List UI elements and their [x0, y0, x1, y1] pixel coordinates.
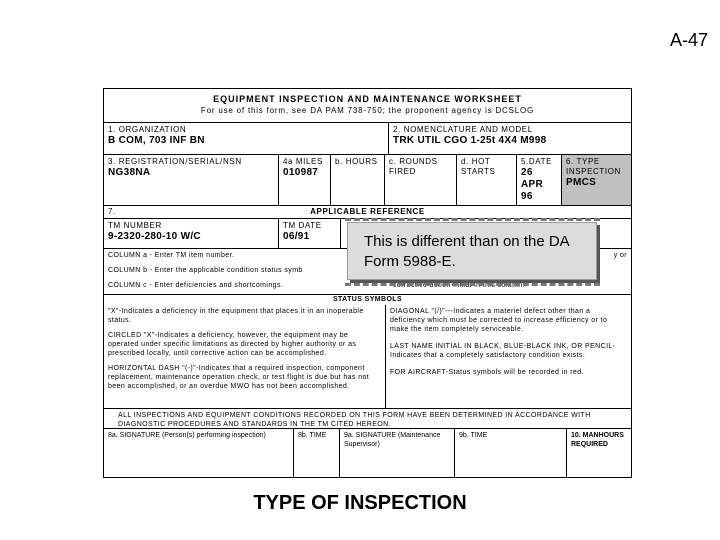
hours-label: b. HOURS	[335, 157, 378, 166]
manhours-label: 10. MANHOURS REQUIRED	[571, 432, 624, 448]
hot-starts-cell	[457, 155, 517, 205]
signature-supervisor-cell[interactable]	[340, 429, 455, 477]
status-symbols-header	[104, 295, 631, 305]
inspector-time-cell[interactable]	[294, 429, 340, 477]
miles-value: 010987	[283, 167, 319, 178]
organization-cell	[104, 123, 389, 154]
tm-number-cell	[104, 219, 279, 248]
type-inspection-value: PMCS	[566, 177, 597, 188]
supervisor-time-label: 9b. TIME	[459, 432, 488, 439]
tm-number-value: 9-2320-280-10 W/C	[108, 231, 201, 242]
slide-heading: TYPE OF INSPECTION	[253, 492, 467, 514]
date-cell	[517, 155, 562, 205]
determination-row	[104, 409, 631, 429]
status-diagonal: DIAGONAL "(/)"---Indicates a materiel defect other than a deficiency which must be corrected to increase efficiency or to make the item completely serviceable.	[390, 308, 608, 333]
inspector-time-label: 8b. TIME	[298, 432, 327, 439]
column-b-text: COLUMN b - Enter the applicable condition status symb	[108, 267, 303, 274]
form-subtitle: For use of this form, see DA PAM 738-750; the proponent agency is DCSLOG	[200, 106, 535, 115]
date-label: 5.DATE	[521, 157, 553, 166]
organization-value: B COM, 703 INF BN	[108, 135, 205, 146]
applicable-reference-title: APPLICABLE REFERENCE	[310, 207, 425, 216]
status-symbols-body	[104, 305, 631, 409]
date-value: 26 APR 96	[521, 167, 544, 202]
signature-supervisor-label: 9a. SIGNATURE (Maintenance Supervisor)	[344, 432, 441, 448]
manhours-cell[interactable]	[567, 429, 631, 477]
tm-date-label: TM DATE	[283, 221, 322, 230]
registration-row	[104, 155, 631, 206]
miles-label: 4a MILES	[283, 157, 323, 166]
type-inspection-cell	[562, 155, 631, 205]
tm-number-label: TM NUMBER	[108, 221, 162, 230]
registration-cell	[104, 155, 279, 205]
column-c-text: COLUMN c - Enter deficiencies and shortcomings.	[108, 282, 284, 289]
status-last-name: LAST NAME INITIAL IN BLACK, BLUE-BLACK INK, OR PENCIL-Indicates that a completely satisfactory condition exists.	[390, 343, 616, 359]
organization-row	[104, 123, 631, 155]
status-symbols-title: STATUS SYMBOLS	[332, 296, 403, 303]
rounds-label: c. ROUNDS FIRED	[389, 157, 438, 176]
status-circled-x: CIRCLED "X"-Indicates a deficiency, however, the equipment may be operated under specific limitations as directed by higher authority or as prescribed locally, until corrective action can be accomplished.	[108, 332, 357, 357]
signature-row	[104, 429, 631, 477]
registration-value: NG38NA	[108, 167, 151, 178]
status-left	[104, 305, 386, 408]
callout-note: This is different than on the DA Form 5988-E.	[347, 222, 597, 280]
hot-starts-label: d. HOT STARTS	[461, 157, 496, 176]
status-x: "X"-Indicates a deficiency in the equipment that places it in an inoperable status.	[108, 308, 364, 324]
tm-date-cell	[279, 219, 341, 248]
nomenclature-cell	[389, 123, 631, 154]
status-right	[386, 305, 631, 408]
applicable-number: 7.	[108, 207, 116, 216]
status-aircraft: FOR AIRCRAFT-Status symbols will be recorded in red.	[390, 369, 584, 376]
signature-inspector-cell[interactable]	[104, 429, 294, 477]
type-inspection-label: 6. TYPE INSPECTION	[566, 157, 621, 176]
status-horizontal-dash: HORIZONTAL DASH "(-)"-Indicates that a required inspection, component replacement, maintenance operation check, or test flight is due but has not been accomplished, or an overdue MWO has not been accomplished.	[108, 365, 370, 390]
column-right-fragment: y or	[613, 252, 627, 259]
organization-label: 1. ORGANIZATION	[108, 125, 187, 134]
signature-inspector-label: 8a. SIGNATURE (Person(s) performing inspection)	[108, 432, 266, 439]
registration-label: 3. REGISTRATION/SERIAL/NSN	[108, 157, 242, 166]
nomenclature-label: 2. NOMENCLATURE AND MODEL	[393, 125, 533, 134]
tm-date-value: 06/91	[283, 231, 310, 242]
callout-dash-bottom	[345, 283, 600, 286]
nomenclature-value: TRK UTIL CGO 1-25t 4X4 M998	[393, 135, 547, 146]
callout-dash-top	[345, 218, 600, 221]
form-title: EQUIPMENT INSPECTION AND MAINTENANCE WORKSHEET	[213, 94, 522, 104]
form-title-row	[104, 89, 631, 123]
hours-cell	[331, 155, 385, 205]
miles-cell	[279, 155, 331, 205]
page-number: A-47	[669, 30, 708, 50]
column-f-text-2: corrective action initial in this column.	[393, 282, 525, 289]
column-a-text: COLUMN a - Enter TM item number.	[108, 252, 235, 259]
determination-text: ALL INSPECTIONS AND EQUIPMENT CONDITIONS RECORDED ON THIS FORM HAVE BEEN DETERMINED IN ACCORDANCE WITH DIAGNOSTIC PROCEDURES AND STANDARDS IN THE TM CITED HEREON.	[118, 412, 591, 428]
supervisor-time-cell[interactable]	[455, 429, 567, 477]
rounds-cell	[385, 155, 457, 205]
